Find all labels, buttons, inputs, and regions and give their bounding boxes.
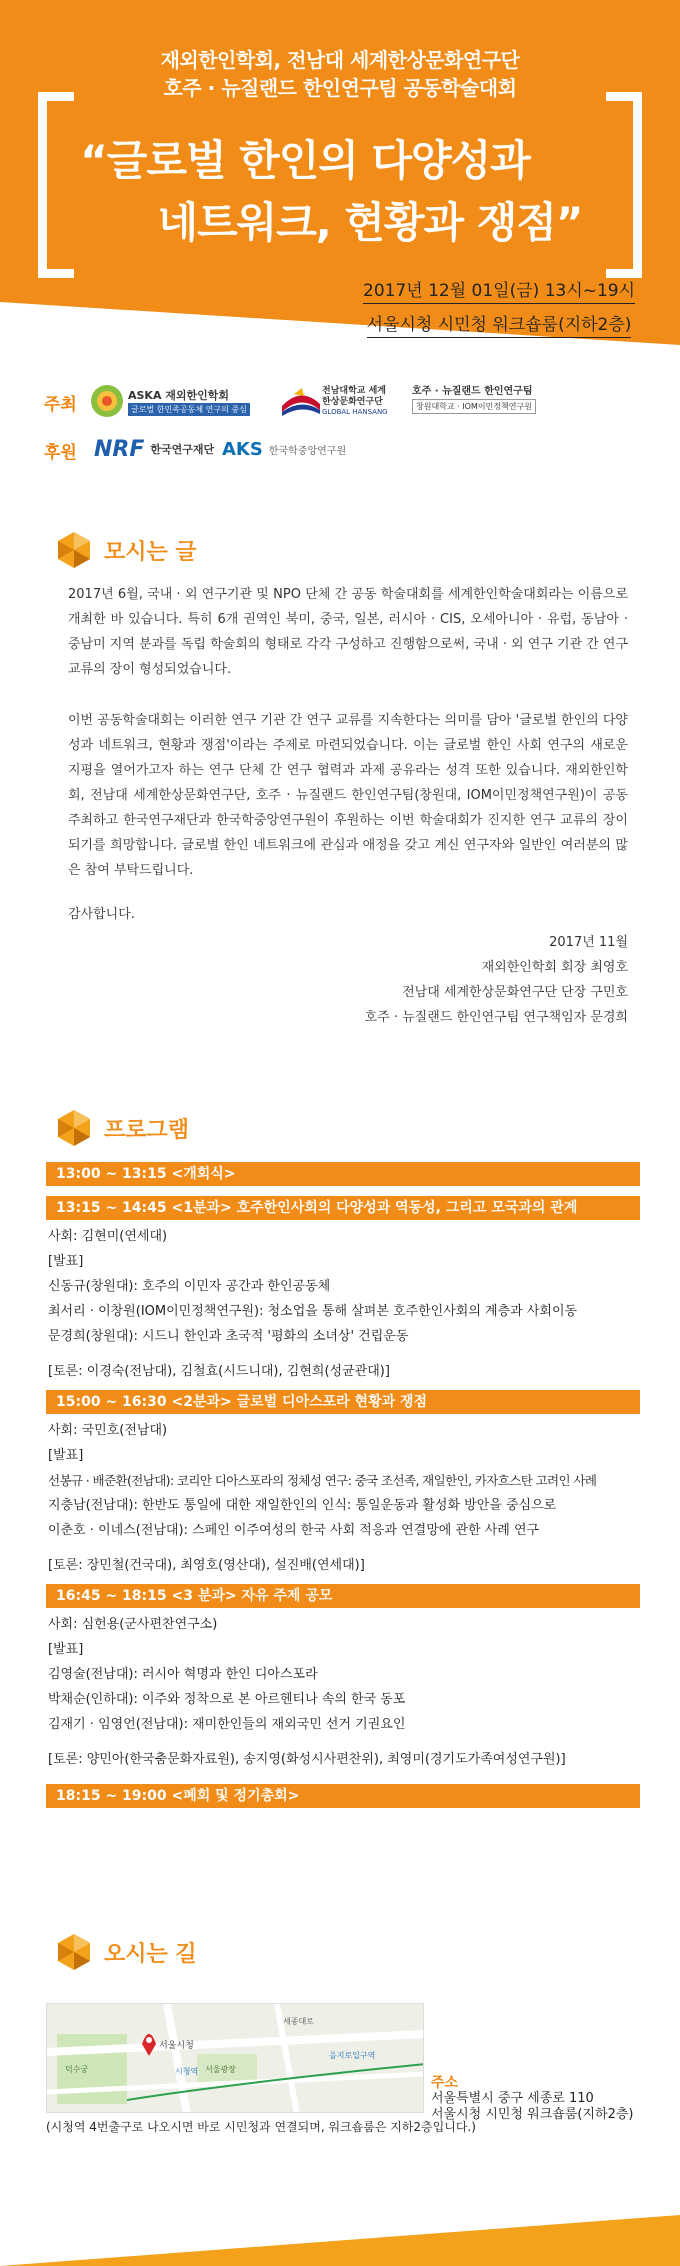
session-3-talk-1: 김영술(전남대): 러시아 혁명과 한인 디아스포라 — [48, 1667, 318, 1682]
session-1-discussants: [토론: 이경숙(전남대), 김철효(시드니대), 김현희(성균관대)] — [48, 1364, 390, 1379]
session-2-bar: 15:00 ~ 16:30 <2분과> 글로벌 디아스포라 현황과 쟁점 — [46, 1390, 640, 1414]
letter-paragraph-2: 이번 공동학술대회는 이러한 연구 기관 간 연구 교류를 지속한다는 의미를 담아 '글로벌 한인의 다양성과 네트워크, 현황과 쟁점'이라는 주제로 마련되었습니다. 이는 글로벌 한인 사회 연구의 새로운 지평을 열어가고자 하는 연구 단체 간 연구 협력과 과제 공유라는 성격 또한 있습니다. 재외한인학회, 전남대 세계한상문화연구단, 호주 · 뉴질랜드 한인연구팀(창원대, IOM이민정책연구원)이 공동 주최하고 한국연구재단과 한국학중앙연구원이 후원하는 이번 학술대회가 진지한 연구 교류의 장이 되기를 희망합니다. 글로벌 한인 네트워크에 관심과 애정을 갖고 계신 연구자와 일반인 여러분의 많은 참여 부탁드립니다. — [68, 713, 628, 878]
session-3-present-label: [발표] — [48, 1642, 84, 1657]
host-row — [40, 378, 640, 426]
hansang-name: 전남대학교 세계한상문화연구단 — [322, 386, 386, 407]
aska-emblem-icon — [90, 384, 124, 418]
hansang-emblem-icon — [280, 384, 322, 418]
sign-line-2: 전남대 세계한상문화연구단 단장 구민호 — [402, 985, 628, 1000]
hansang-logo — [280, 382, 392, 420]
sign-line-3: 호주 · 뉴질랜드 한인연구팀 연구책임자 문경희 — [364, 1010, 628, 1025]
aska-name: ASKA 재외한인학회 — [128, 388, 230, 402]
gem-icon — [54, 530, 94, 570]
map-label-palace: 덕수궁 — [65, 2065, 89, 2074]
aks-name: 한국학중앙연구원 — [268, 445, 347, 457]
address-line-1: 서울특별시 중구 세종로 110 — [431, 2091, 594, 2106]
session-2-talk-3: 이춘호 · 이네스(전남대): 스페인 이주여성의 한국 사회 적응과 연결망에 관한 사례 연구 — [48, 1523, 540, 1538]
closing-bar: 18:15 ~ 19:00 <폐회 및 정기총회> — [46, 1784, 640, 1808]
session-2-talk-1: 선봉규 · 배준환(전남대): 코리안 디아스포라의 정체성 연구: 중국 조선족, 재일한인, 카자흐스탄 고려인 사례 — [48, 1473, 597, 1488]
gem-icon — [54, 1932, 94, 1972]
letter-heading — [54, 530, 197, 570]
aks-logo — [222, 430, 346, 468]
address-block — [431, 2075, 634, 2123]
hansang-sub: GLOBAL HANSANG — [322, 408, 388, 416]
session-3-chair: 사회: 심헌용(군사편찬연구소) — [48, 1617, 218, 1632]
map-label-cityhall: 서울시청 — [159, 2041, 194, 2051]
session-3-talk-3: 김재기 · 임영언(전남대): 재미한인들의 재외국민 선거 기권요인 — [48, 1717, 406, 1732]
event-date: 2017년 12월 01일(금) 13시~19시 — [363, 274, 635, 304]
map-label-station: 시청역 — [175, 2067, 199, 2076]
map-label-plaza: 서울광장 — [205, 2065, 236, 2074]
support-row — [40, 426, 640, 474]
letter-paragraph-1: 2017년 6월, 국내 · 외 연구기관 및 NPO 단체 간 공동 학술대회를 세계한인학술대회라는 이름으로 개최한 바 있습니다. 특히 6개 권역인 북미, 중국, 일본, 러시아 · CIS, 오세아니아 · 유럽, 동남아 · 중남미 지역 분과를 독립 학술회의 형태로 각각 구성하고 진행함으로써, 국내 · 외 연구 기관 간 연구 교류의 장이 형성되었습니다. — [68, 587, 629, 677]
location-map[interactable] — [46, 2003, 424, 2113]
support-label: 후원 — [44, 443, 77, 463]
session-1-bar: 13:15 ~ 14:45 <1분과> 호주한인사회의 다양성과 역동성, 그리고 모국과의 관계 — [46, 1196, 640, 1220]
program-schedule — [46, 1158, 640, 1812]
session-3-talk-2: 박채순(인하대): 이주와 정착으로 본 아르헨티나 속의 한국 동포 — [48, 1692, 406, 1707]
session-1-chair: 사회: 김현미(연세대) — [48, 1229, 168, 1244]
map-label-euljiro: 을지로입구역 — [329, 2051, 376, 2060]
aska-tagline: 글로벌 한민족공동체 연구의 중심 — [128, 403, 250, 416]
session-3-discussants: [토론: 양민아(한국춤문화자료원), 송지영(화성시사편찬위), 최영미(경기도가족여성연구원)] — [48, 1752, 566, 1767]
directions-note: (시청역 4번출구로 나오시면 바로 시민청과 연결되며, 워크숍룸은 지하2층입니다.) — [46, 2120, 476, 2134]
opening-bar: 13:00 ~ 13:15 <개회식> — [46, 1162, 640, 1186]
session-1-talk-3: 문경희(창원대): 시드니 한인과 초국적 '평화의 소녀상' 건립운동 — [48, 1329, 409, 1344]
program-heading-text: 프로그램 — [104, 1117, 190, 1143]
map-graphic — [47, 2004, 424, 2113]
aska-logo — [90, 382, 250, 420]
host-label: 주최 — [44, 395, 77, 415]
event-title-line-2: 네트워크, 현황과 쟁점” — [157, 198, 583, 247]
sign-line-1: 재외한인학회 회장 최영호 — [481, 960, 628, 975]
organizer-line-1: 재외한인학회, 전남대 세계한상문화연구단 — [160, 48, 520, 72]
nrf-logo — [94, 430, 214, 468]
session-2-present-label: [발표] — [48, 1448, 84, 1463]
nrf-name: 한국연구재단 — [150, 443, 215, 456]
event-datetime — [363, 274, 635, 338]
gem-icon — [54, 1108, 94, 1148]
address-label: 주소 — [431, 2075, 459, 2091]
map-label-road: 세종대로 — [283, 2017, 314, 2026]
directions-heading — [54, 1932, 197, 1972]
nrf-mark: NRF — [94, 436, 145, 462]
letter-thanks: 감사합니다. — [68, 907, 135, 922]
session-2-discussants: [토론: 장민철(건국대), 최영호(영산대), 설진배(연세대)] — [48, 1558, 365, 1573]
session-2-talk-2: 지충남(전남대): 한반도 통일에 대한 재일한인의 인식: 통일운동과 활성화 방안을 중심으로 — [48, 1498, 557, 1513]
program-heading — [54, 1108, 189, 1148]
session-1-talk-1: 신동규(창원대): 호주의 이민자 공간과 한인공동체 — [48, 1279, 331, 1294]
event-venue: 서울시청 시민청 워크숍룸(지하2층) — [367, 308, 632, 338]
aks-mark: AKS — [222, 438, 263, 460]
session-3-bar: 16:45 ~ 18:15 <3 분과> 자유 주제 공모 — [46, 1584, 640, 1608]
session-1-talk-2: 최서리 · 이창원(IOM이민정책연구원): 청소업을 통해 살펴본 호주한인사회의 계층과 사회이동 — [48, 1304, 578, 1319]
organizer-line-2: 호주 · 뉴질랜드 한인연구팀 공동학술대회 — [163, 76, 517, 100]
event-title-line-1: “글로벌 한인의 다양성과 — [80, 136, 530, 185]
letter-heading-text: 모시는 글 — [104, 539, 197, 565]
aunz-team-name: 호주 · 뉴질랜드 한인연구팀 — [412, 386, 533, 397]
directions-heading-text: 오시는 길 — [104, 1941, 197, 1967]
aunz-team-sub: 창원대학교 · IOM이민정책연구원 — [412, 399, 536, 414]
address-line-2: 서울시청 시민청 워크숍룸(지하2층) — [431, 2107, 634, 2122]
sponsors-block — [40, 378, 640, 474]
session-2-chair: 사회: 국민호(전남대) — [48, 1423, 168, 1438]
session-1-present-label: [발표] — [48, 1254, 84, 1269]
aunz-team-logo — [412, 382, 536, 420]
sign-date: 2017년 11월 — [549, 935, 628, 950]
